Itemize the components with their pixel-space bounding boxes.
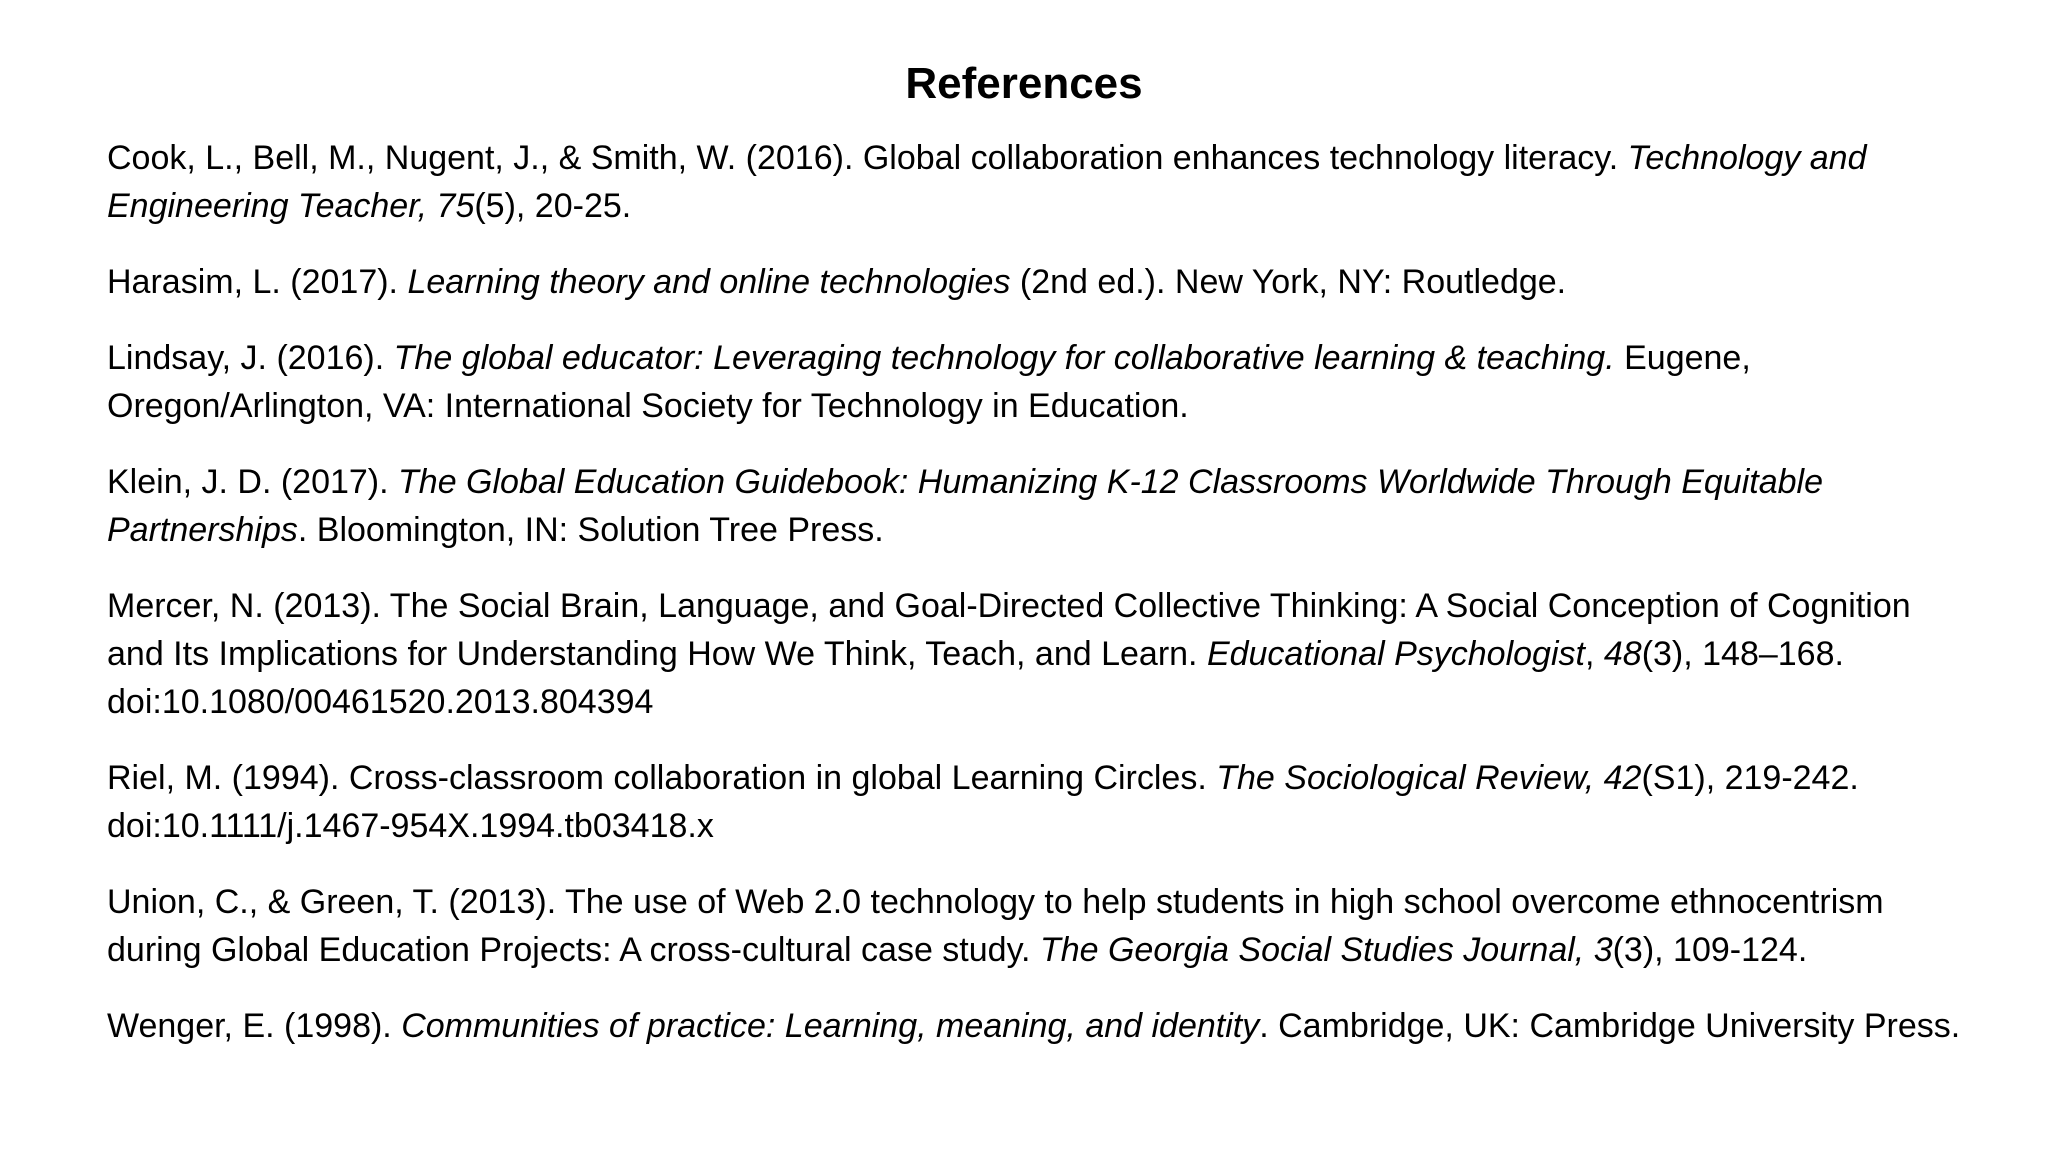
reference-text-segment: Lindsay, J. (2016). [107, 339, 394, 377]
reference-text-segment: (5), 20-25. [474, 187, 632, 225]
reference-entry [107, 134, 1967, 230]
reference-text-segment: Wenger, E. (1998). [107, 1007, 402, 1045]
reference-italic-segment: 48 [1603, 635, 1642, 673]
reference-entry [107, 258, 1967, 306]
reference-italic-segment: Learning theory and online technologies [407, 263, 1011, 301]
reference-text-segment: (S1), 219-242. doi:10.1111/j.1467-954X.1994.tb03418.x [107, 759, 1859, 845]
reference-entry [107, 582, 1967, 726]
reference-text-segment: Harasim, L. (2017). [107, 263, 408, 301]
reference-text-segment: . Cambridge, UK: Cambridge University Press. [1259, 1007, 1961, 1045]
reference-text-segment: Mercer, N. (2013). The Social Brain, Language, and Goal-Directed Collective Thinking: A Social Conception of Cognition and Its Implications for Understanding How We Think, Teach, and Learn. [107, 587, 1911, 673]
reference-italic-segment: The global educator: Leveraging technology for collaborative learning & teaching. [393, 339, 1615, 377]
reference-entry [107, 458, 1967, 554]
reference-entry [107, 1002, 1967, 1050]
reference-text-segment: Cook, L., Bell, M., Nugent, J., & Smith, W. (2016). Global collaboration enhances technology literacy. [107, 139, 1628, 177]
reference-entry [107, 334, 1967, 430]
reference-italic-segment: The Georgia Social Studies Journal, 3 [1039, 931, 1613, 969]
page-title: References [905, 59, 1143, 108]
reference-text-segment: (3), 109-124. [1612, 931, 1808, 969]
reference-entry [107, 878, 1967, 974]
reference-text-segment: (3), 148–168. doi:10.1080/00461520.2013.804394 [107, 635, 1844, 721]
reference-text-segment: Riel, M. (1994). Cross-classroom collaboration in global Learning Circles. [107, 759, 1217, 797]
reference-text-segment: Union, C., & Green, T. (2013). The use of Web 2.0 technology to help students in high school overcome ethnocentrism during Global Education Projects: A cross-cultural case study. [107, 883, 1884, 969]
reference-list [107, 134, 1967, 1078]
reference-italic-segment: Educational Psychologist [1206, 635, 1585, 673]
reference-text-segment: , [1584, 635, 1604, 673]
reference-text-segment: Eugene, Oregon/Arlington, VA: International Society for Technology in Education. [107, 339, 1751, 425]
reference-italic-segment: Communities of practice: Learning, meaning, and identity [401, 1007, 1260, 1045]
reference-italic-segment: Technology and Engineering Teacher, 75 [107, 139, 1867, 225]
reference-entry [107, 754, 1967, 850]
reference-text-segment: Klein, J. D. (2017). [107, 463, 399, 501]
reference-text-segment: . Bloomington, IN: Solution Tree Press. [297, 511, 884, 549]
reference-italic-segment: The Global Education Guidebook: Humanizing K-12 Classrooms Worldwide Through Equitable Partnerships [107, 463, 1823, 549]
reference-italic-segment: The Sociological Review, 42 [1216, 759, 1642, 797]
reference-text-segment: (2nd ed.). New York, NY: Routledge. [1010, 263, 1567, 301]
